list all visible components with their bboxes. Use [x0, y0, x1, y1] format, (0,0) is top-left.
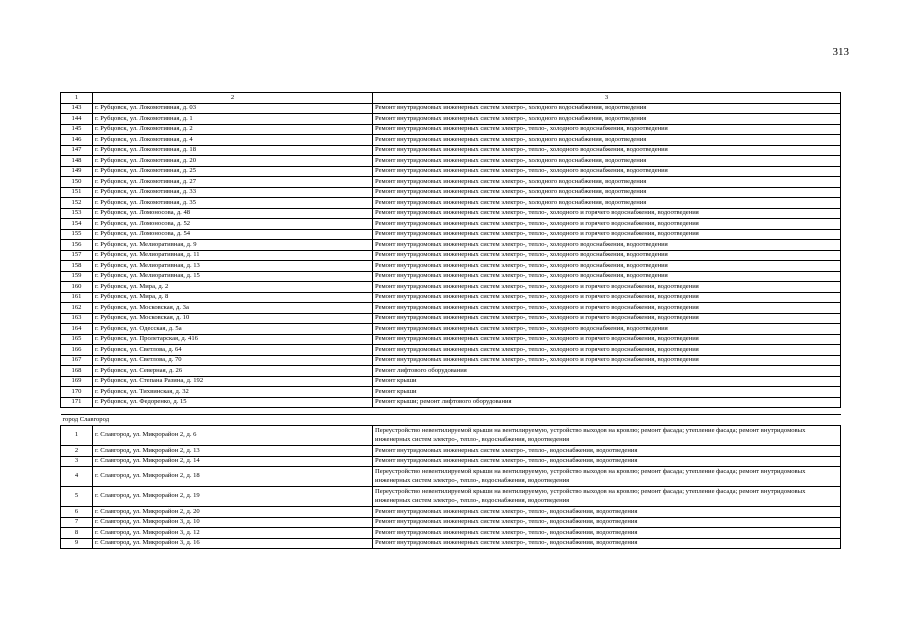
- table-row: [61, 103, 841, 114]
- address-cell: г. Рубцовск, ул. Пролетарская, д. 416: [93, 334, 373, 345]
- table-row: [61, 124, 841, 135]
- table-row: [61, 345, 841, 356]
- table-row: [61, 303, 841, 314]
- row-number-cell: 9: [61, 538, 93, 549]
- address-cell: г. Рубцовск, ул. Мелиоративная, д. 9: [93, 240, 373, 251]
- table-row: [61, 114, 841, 125]
- works-cell: Ремонт внутридомовых инженерных систем электро-, тепло-, водоснабжения, водоотведения: [373, 507, 841, 518]
- works-cell: Переустройство невентилируемой крыши на вентилируемую, устройство выходов на кровлю; ремонт фасада; утепление фасада; ремонт внутридомовых инженерных систем электро-, тепло-, водоснабжения, водоотведения: [373, 487, 841, 507]
- table-row: [61, 366, 841, 377]
- row-number-cell: 8: [61, 528, 93, 539]
- works-cell: Ремонт внутридомовых инженерных систем электро-, холодного водоснабжения, водоотведения: [373, 135, 841, 146]
- row-number-cell: 3: [61, 456, 93, 467]
- row-number-cell: 163: [61, 313, 93, 324]
- row-number-cell: 165: [61, 334, 93, 345]
- works-cell: Ремонт внутридомовых инженерных систем электро-, тепло-, водоснабжения, водоотведения: [373, 456, 841, 467]
- address-cell: г. Славгород, ул. Микрорайон 2, д. 20: [93, 507, 373, 518]
- works-cell: Ремонт внутридомовых инженерных систем электро-, тепло-, холодного водоснабжения, водоотведения: [373, 166, 841, 177]
- row-number-cell: 158: [61, 261, 93, 272]
- row-number-cell: 152: [61, 198, 93, 209]
- row-number-cell: 157: [61, 250, 93, 261]
- row-number-cell: 144: [61, 114, 93, 125]
- address-cell: г. Рубцовск, ул. Локомотивная, д. 25: [93, 166, 373, 177]
- row-number-cell: 149: [61, 166, 93, 177]
- table-row: [61, 166, 841, 177]
- works-cell: Ремонт внутридомовых инженерных систем электро-, тепло-, холодного водоснабжения, водоотведения: [373, 124, 841, 135]
- address-cell: г. Рубцовск, ул. Северная, д. 26: [93, 366, 373, 377]
- address-cell: г. Рубцовск, ул. Московская, д. 10: [93, 313, 373, 324]
- table-row: [61, 229, 841, 240]
- address-cell: г. Славгород, ул. Микрорайон 3, д. 10: [93, 517, 373, 528]
- address-cell: г. Рубцовск, ул. Мелиоративная, д. 13: [93, 261, 373, 272]
- table-row: [61, 467, 841, 487]
- works-cell: Ремонт внутридомовых инженерных систем электро-, холодного водоснабжения, водоотведения: [373, 187, 841, 198]
- table-row: [61, 517, 841, 528]
- address-cell: г. Рубцовск, ул. Локомотивная, д. 20: [93, 156, 373, 167]
- header-cell: 2: [93, 93, 373, 104]
- works-cell: Ремонт внутридомовых инженерных систем электро-, тепло-, водоснабжения, водоотведения: [373, 446, 841, 457]
- address-cell: г. Рубцовск, ул. Светлова, д. 64: [93, 345, 373, 356]
- row-number-cell: 153: [61, 208, 93, 219]
- address-cell: г. Рубцовск, ул. Мелиоративная, д. 11: [93, 250, 373, 261]
- table-row: [61, 334, 841, 345]
- works-cell: Ремонт внутридомовых инженерных систем электро-, тепло-, холодного и горячего водоснабжения, водоотведения: [373, 303, 841, 314]
- works-cell: Ремонт внутридомовых инженерных систем электро-, тепло-, холодного и горячего водоснабжения, водоотведения: [373, 334, 841, 345]
- address-cell: г. Рубцовск, ул. Локомотивная, д. 03: [93, 103, 373, 114]
- table-row: [61, 240, 841, 251]
- section-spacer: [61, 408, 841, 415]
- address-cell: г. Славгород, ул. Микрорайон 3, д. 12: [93, 528, 373, 539]
- address-cell: г. Рубцовск, ул. Тихвинская, д. 32: [93, 387, 373, 398]
- table-row: [61, 145, 841, 156]
- address-cell: г. Славгород, ул. Микрорайон 2, д. 13: [93, 446, 373, 457]
- table-row: [61, 219, 841, 230]
- row-number-cell: 151: [61, 187, 93, 198]
- works-cell: Ремонт внутридомовых инженерных систем электро-, тепло-, холодного водоснабжения, водоотведения: [373, 324, 841, 335]
- address-cell: г. Рубцовск, ул. Локомотивная, д. 33: [93, 187, 373, 198]
- address-cell: г. Славгород, ул. Микрорайон 3, д. 16: [93, 538, 373, 549]
- row-number-cell: 6: [61, 507, 93, 518]
- table-row: [61, 487, 841, 507]
- works-cell: Ремонт внутридомовых инженерных систем электро-, тепло-, холодного водоснабжения, водоотведения: [373, 271, 841, 282]
- works-cell: Ремонт внутридомовых инженерных систем электро-, тепло-, холодного и горячего водоснабжения, водоотведения: [373, 229, 841, 240]
- row-number-cell: 159: [61, 271, 93, 282]
- section-heading-row: [61, 415, 841, 426]
- section-title: город Славгород: [61, 415, 841, 426]
- table-row: [61, 292, 841, 303]
- row-number-cell: 156: [61, 240, 93, 251]
- table-row: [61, 313, 841, 324]
- row-number-cell: 164: [61, 324, 93, 335]
- table-row: [61, 376, 841, 387]
- works-cell: Ремонт лифтового оборудования: [373, 366, 841, 377]
- row-number-cell: 162: [61, 303, 93, 314]
- works-cell: Ремонт крыши: [373, 376, 841, 387]
- address-cell: г. Славгород, ул. Микрорайон 2, д. 14: [93, 456, 373, 467]
- row-number-cell: 148: [61, 156, 93, 167]
- row-number-cell: 150: [61, 177, 93, 188]
- page-number: 313: [832, 46, 849, 58]
- address-cell: г. Рубцовск, ул. Ломоносова, д. 48: [93, 208, 373, 219]
- table-row: [61, 456, 841, 467]
- row-number-cell: 168: [61, 366, 93, 377]
- works-cell: Ремонт внутридомовых инженерных систем электро-, тепло-, холодного и горячего водоснабжения, водоотведения: [373, 282, 841, 293]
- works-cell: Ремонт внутридомовых инженерных систем электро-, тепло-, холодного водоснабжения, водоотведения: [373, 240, 841, 251]
- address-cell: г. Рубцовск, ул. Московская, д. 3а: [93, 303, 373, 314]
- works-cell: Ремонт внутридомовых инженерных систем электро-, холодного водоснабжения, водоотведения: [373, 114, 841, 125]
- works-cell: Ремонт внутридомовых инженерных систем электро-, тепло-, холодного и горячего водоснабжения, водоотведения: [373, 313, 841, 324]
- table-row: [61, 282, 841, 293]
- table-row: [61, 387, 841, 398]
- address-cell: г. Рубцовск, ул. Одесская, д. 5а: [93, 324, 373, 335]
- works-cell: Переустройство невентилируемой крыши на вентилируемую, устройство выходов на кровлю; ремонт фасада; утепление фасада; ремонт внутридомовых инженерных систем электро-, тепло-, водоснабжения, водоотведения: [373, 467, 841, 487]
- works-cell: Ремонт внутридомовых инженерных систем электро-, холодного водоснабжения, водоотведения: [373, 177, 841, 188]
- table-row: [61, 250, 841, 261]
- row-number-cell: 146: [61, 135, 93, 146]
- table-row: [61, 261, 841, 272]
- works-cell: Ремонт внутридомовых инженерных систем электро-, тепло-, водоснабжения, водоотведения: [373, 538, 841, 549]
- table-row: [61, 208, 841, 219]
- table-row: [61, 177, 841, 188]
- address-cell: г. Рубцовск, ул. Локомотивная, д. 27: [93, 177, 373, 188]
- row-number-cell: 166: [61, 345, 93, 356]
- works-cell: Ремонт внутридомовых инженерных систем электро-, тепло-, холодного водоснабжения, водоотведения: [373, 250, 841, 261]
- row-number-cell: 2: [61, 446, 93, 457]
- header-cell: 3: [373, 93, 841, 104]
- works-cell: Ремонт внутридомовых инженерных систем электро-, тепло-, холодного и горячего водоснабжения, водоотведения: [373, 292, 841, 303]
- table-row: [61, 446, 841, 457]
- works-cell: Ремонт внутридомовых инженерных систем электро-, тепло-, водоснабжения, водоотведения: [373, 517, 841, 528]
- table-row: [61, 538, 841, 549]
- table-row: [61, 426, 841, 446]
- works-cell: Ремонт внутридомовых инженерных систем электро-, холодного водоснабжения, водоотведения: [373, 156, 841, 167]
- row-number-cell: 167: [61, 355, 93, 366]
- row-number-cell: 160: [61, 282, 93, 293]
- works-cell: Ремонт внутридомовых инженерных систем электро-, тепло-, холодного и горячего водоснабжения, водоотведения: [373, 219, 841, 230]
- row-number-cell: 155: [61, 229, 93, 240]
- address-cell: г. Славгород, ул. Микрорайон 2, д. 19: [93, 487, 373, 507]
- row-number-cell: 4: [61, 467, 93, 487]
- table-row: [61, 397, 841, 408]
- address-cell: г. Рубцовск, ул. Федоренко, д. 15: [93, 397, 373, 408]
- table-row: [61, 198, 841, 209]
- works-table: [60, 92, 841, 549]
- table-row: [61, 156, 841, 167]
- table-row: [61, 528, 841, 539]
- works-cell: Ремонт внутридомовых инженерных систем электро-, тепло-, холодного водоснабжения, водоотведения: [373, 261, 841, 272]
- works-cell: Ремонт внутридомовых инженерных систем электро-, тепло-, холодного и горячего водоснабжения, водоотведения: [373, 208, 841, 219]
- works-cell: Ремонт внутридомовых инженерных систем электро-, тепло-, холодного и горячего водоснабжения, водоотведения: [373, 355, 841, 366]
- address-cell: г. Рубцовск, ул. Мелиоративная, д. 15: [93, 271, 373, 282]
- address-cell: г. Рубцовск, ул. Локомотивная, д. 4: [93, 135, 373, 146]
- table-row: [61, 135, 841, 146]
- table-row: [61, 187, 841, 198]
- table-row: [61, 507, 841, 518]
- works-cell: Переустройство невентилируемой крыши на вентилируемую, устройство выходов на кровлю; ремонт фасада; утепление фасада; ремонт внутридомовых инженерных систем электро-, тепло-, водоснабжения, водоотведения: [373, 426, 841, 446]
- works-cell: Ремонт внутридомовых инженерных систем электро-, холодного водоснабжения, водоотведения: [373, 103, 841, 114]
- works-cell: Ремонт крыши: [373, 387, 841, 398]
- address-cell: г. Рубцовск, ул. Локомотивная, д. 1: [93, 114, 373, 125]
- row-number-cell: 5: [61, 487, 93, 507]
- address-cell: г. Рубцовск, ул. Степана Разина, д. 192: [93, 376, 373, 387]
- table-row: [61, 355, 841, 366]
- address-cell: г. Рубцовск, ул. Локомотивная, д. 18: [93, 145, 373, 156]
- table-row: [61, 324, 841, 335]
- row-number-cell: 171: [61, 397, 93, 408]
- works-cell: Ремонт внутридомовых инженерных систем электро-, холодного водоснабжения, водоотведения: [373, 198, 841, 209]
- row-number-cell: 7: [61, 517, 93, 528]
- table-row: [61, 271, 841, 282]
- header-cell: 1: [61, 93, 93, 104]
- address-cell: г. Славгород, ул. Микрорайон 2, д. 18: [93, 467, 373, 487]
- spacer-cell: [61, 408, 841, 415]
- address-cell: г. Рубцовск, ул. Мира, д. 8: [93, 292, 373, 303]
- row-number-cell: 161: [61, 292, 93, 303]
- row-number-cell: 154: [61, 219, 93, 230]
- address-cell: г. Рубцовск, ул. Светлова, д. 70: [93, 355, 373, 366]
- address-cell: г. Рубцовск, ул. Ломоносова, д. 54: [93, 229, 373, 240]
- row-number-cell: 169: [61, 376, 93, 387]
- table-header-row: [61, 93, 841, 104]
- works-cell: Ремонт внутридомовых инженерных систем электро-, тепло-, холодного водоснабжения, водоотведения: [373, 145, 841, 156]
- address-cell: г. Рубцовск, ул. Локомотивная, д. 35: [93, 198, 373, 209]
- address-cell: г. Рубцовск, ул. Мира, д. 2: [93, 282, 373, 293]
- works-cell: Ремонт внутридомовых инженерных систем электро-, тепло-, холодного и горячего водоснабжения, водоотведения: [373, 345, 841, 356]
- row-number-cell: 1: [61, 426, 93, 446]
- row-number-cell: 147: [61, 145, 93, 156]
- row-number-cell: 143: [61, 103, 93, 114]
- works-cell: Ремонт крыши; ремонт лифтового оборудования: [373, 397, 841, 408]
- row-number-cell: 145: [61, 124, 93, 135]
- row-number-cell: 170: [61, 387, 93, 398]
- address-cell: г. Рубцовск, ул. Ломоносова, д. 52: [93, 219, 373, 230]
- address-cell: г. Славгород, ул. Микрорайон 2, д. 6: [93, 426, 373, 446]
- works-cell: Ремонт внутридомовых инженерных систем электро-, тепло-, водоснабжения, водоотведения: [373, 528, 841, 539]
- address-cell: г. Рубцовск, ул. Локомотивная, д. 2: [93, 124, 373, 135]
